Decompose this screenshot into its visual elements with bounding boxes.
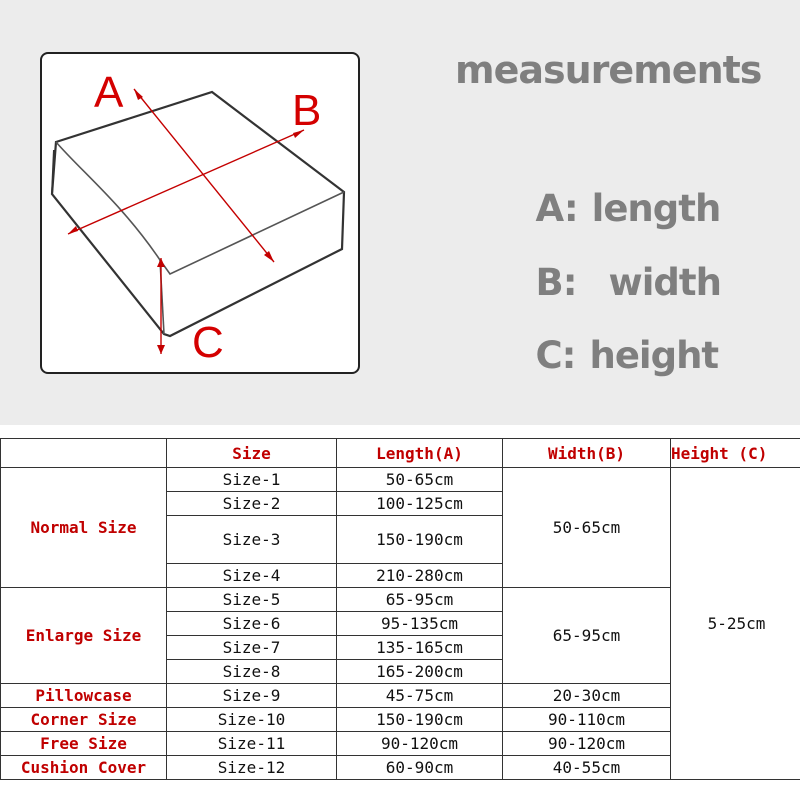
group-corner-size: Corner Size [1, 708, 167, 732]
cell-size: Size-6 [167, 612, 337, 636]
cell-length: 65-95cm [337, 588, 503, 612]
width-arrow-head-left [68, 226, 78, 234]
cell-size: Size-8 [167, 660, 337, 684]
cell-length: 210-280cm [337, 564, 503, 588]
cell-length: 50-65cm [337, 468, 503, 492]
cell-length: 150-190cm [337, 708, 503, 732]
cell-width: 90-110cm [503, 708, 671, 732]
cell-height-all: 5-25cm [671, 468, 800, 780]
cell-length: 95-135cm [337, 612, 503, 636]
cell-length: 100-125cm [337, 492, 503, 516]
height-arrow-head-bottom [157, 345, 165, 354]
group-normal-size: Normal Size [1, 468, 167, 588]
cell-width-enlarge: 65-95cm [503, 588, 671, 684]
label-c: C [192, 318, 224, 367]
table-header-row [1, 439, 800, 468]
cell-length: 165-200cm [337, 660, 503, 684]
cell-width: 20-30cm [503, 684, 671, 708]
legend-height [488, 291, 718, 420]
size-table-container [0, 438, 800, 800]
cell-size: Size-9 [167, 684, 337, 708]
cell-length: 45-75cm [337, 684, 503, 708]
header-height: Height (C) [671, 439, 800, 468]
cell-length: 90-120cm [337, 732, 503, 756]
group-pillowcase: Pillowcase [1, 684, 167, 708]
measurements-title: measurements [455, 48, 762, 92]
cell-size: Size-12 [167, 756, 337, 780]
legend-height-text: height [589, 334, 719, 377]
cell-size: Size-1 [167, 468, 337, 492]
legend-length-key: A: [535, 187, 578, 230]
cell-size: Size-4 [167, 564, 337, 588]
cell-length: 60-90cm [337, 756, 503, 780]
label-b: B [292, 86, 322, 135]
header-length: Length(A) [337, 439, 503, 468]
legend-height-key: C: [535, 334, 576, 377]
cell-size: Size-3 [167, 516, 337, 564]
legend-width-text: width [608, 261, 721, 304]
cushion-diagram [40, 52, 360, 374]
cell-size: Size-7 [167, 636, 337, 660]
cell-width-normal: 50-65cm [503, 468, 671, 588]
cell-width: 90-120cm [503, 732, 671, 756]
group-free-size: Free Size [1, 732, 167, 756]
table-row [1, 468, 800, 492]
size-table [0, 438, 800, 780]
cell-size: Size-10 [167, 708, 337, 732]
header-size: Size [167, 439, 337, 468]
cell-size: Size-11 [167, 732, 337, 756]
legend-width-key: B: [535, 261, 577, 304]
group-enlarge-size: Enlarge Size [1, 588, 167, 684]
cell-size: Size-5 [167, 588, 337, 612]
legend-length-text: length [591, 187, 721, 230]
header-category [1, 439, 167, 468]
header-width: Width(B) [503, 439, 671, 468]
cell-width: 40-55cm [503, 756, 671, 780]
cell-size: Size-2 [167, 492, 337, 516]
label-a: A [94, 68, 124, 117]
cell-length: 135-165cm [337, 636, 503, 660]
cell-length: 150-190cm [337, 516, 503, 564]
group-cushion-cover: Cushion Cover [1, 756, 167, 780]
